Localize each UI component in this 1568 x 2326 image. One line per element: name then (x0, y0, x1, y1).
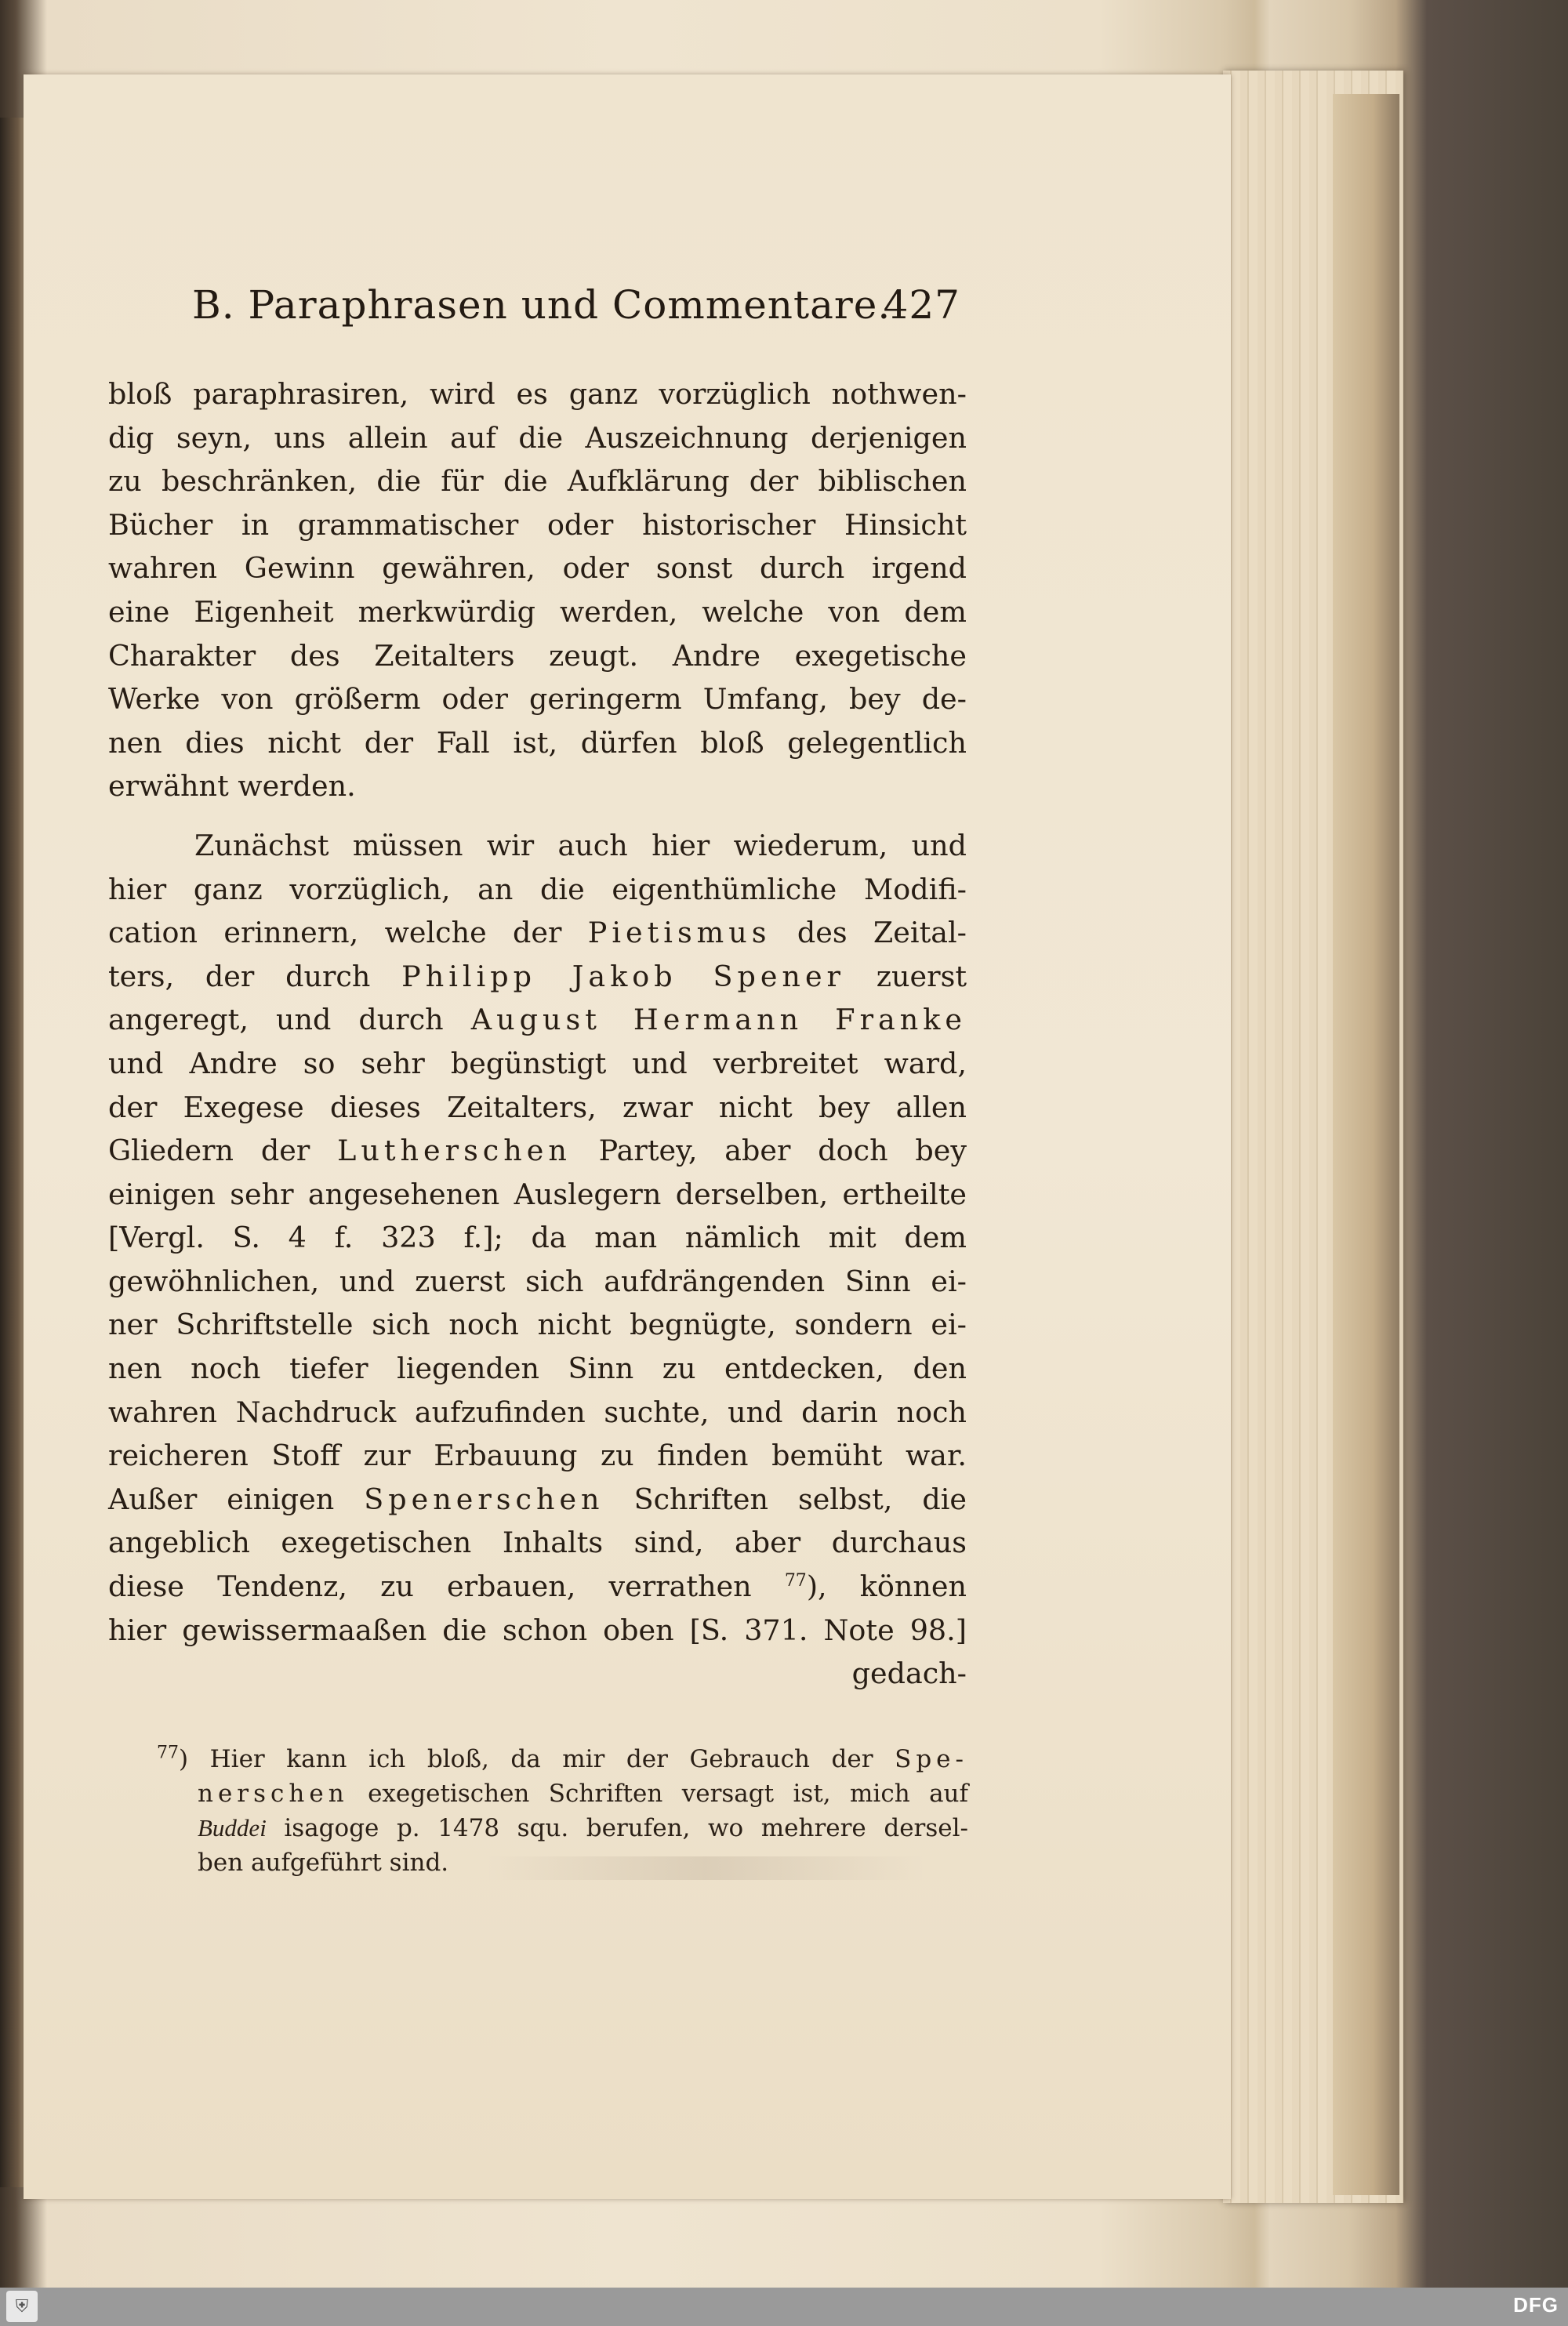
footnote-marker: 77 (157, 1743, 179, 1763)
footnote-line (157, 1742, 968, 1776)
text-line: erwähnt werden. (108, 769, 356, 804)
body-text (108, 372, 967, 1696)
text-line: Werke von größerm oder geringerm Umfang, bey de- (108, 682, 967, 717)
text-line: angeblich exegetischen Inhalts sind, aber durchaus (108, 1526, 967, 1560)
catchword: gedach- (851, 1657, 967, 1691)
text-line: wahren Gewinn gewähren, oder sonst durch irgend (108, 551, 967, 586)
emphasized-term: Pietismus (587, 916, 771, 950)
text-line (108, 1478, 967, 1522)
page-number: 427 (883, 282, 960, 328)
emphasized-name: August Hermann Franke (470, 1003, 967, 1037)
paragraph-gap (108, 808, 967, 824)
text-run: des Zeital- (771, 916, 967, 950)
text-line: dig seyn, uns allein auf die Auszeichnung derjenigen (108, 420, 967, 455)
emphasized-term: Spe- (895, 1745, 968, 1773)
running-header (192, 282, 960, 337)
text-run: diese Tendenz, zu erbauen, verrathen (108, 1569, 785, 1604)
text-line: einigen sehr angesehenen Auslegern derselben, ertheilte (108, 1177, 967, 1211)
text-line: Charakter des Zeitalters zeugt. Andre exegetische (108, 638, 967, 673)
book-fore-edge (1333, 94, 1399, 2195)
text-line: der Exegese dieses Zeitalters, zwar nicht bey allen (108, 1090, 967, 1124)
paragraph-1 (108, 372, 967, 808)
emphasized-term: nerschen (198, 1780, 349, 1808)
text-line: eine Eigenheit merkwürdig werden, welche von dem (108, 594, 967, 629)
text-line (108, 911, 967, 955)
text-line (108, 998, 967, 1042)
emphasized-name: Philipp Jakob Spener (401, 959, 845, 993)
footnote-line (198, 1811, 968, 1845)
text-run: ) Hier kann ich bloß, da mir der Gebrauch der (179, 1745, 895, 1773)
footnote-reference: 77 (784, 1570, 807, 1591)
text-run: Partey, aber doch bey (571, 1134, 967, 1168)
emphasized-term: Lutherschen (337, 1134, 572, 1168)
text-line: [Vergl. S. 4 f. 323 f.]; da man nämlich mit dem (108, 1221, 967, 1255)
text-run: exegetischen Schriften versagt ist, mich auf (348, 1780, 968, 1808)
text-line: Bücher in grammatischer oder historischer Hinsicht (108, 507, 967, 542)
text-line: nen dies nicht der Fall ist, dürfen bloß gelegentlich (108, 725, 967, 760)
footnote-line: ben aufgeführt sind. (198, 1849, 449, 1877)
dfg-logo: DFG (1513, 2293, 1559, 2317)
paragraph-2 (108, 824, 967, 1696)
text-run: isagoge p. 1478 squ. berufen, wo mehrere dersel- (266, 1814, 968, 1842)
running-title: B. Paraphrasen und Commentare. (192, 282, 891, 328)
text-line: gewöhnlichen, und zuerst sich aufdrängenden Sinn ei- (108, 1264, 967, 1298)
text-run: Gliedern der (108, 1134, 338, 1168)
viewer-footer-bar (0, 2288, 1568, 2326)
text-run: angeregt, und durch (108, 1003, 471, 1037)
text-run: ters, der durch (108, 959, 402, 993)
library-seal-icon: ⛨ (6, 2291, 38, 2322)
text-line: zu beschränken, die für die Aufklärung der biblischen (108, 464, 967, 499)
text-line (108, 955, 967, 999)
text-run: zuerst (845, 959, 967, 993)
text-run: Schriften selbst, die (604, 1482, 967, 1516)
text-line: ner Schriftstelle sich noch nicht begnügte, sondern ei- (108, 1308, 967, 1342)
text-line: wahren Nachdruck aufzufinden suchte, und darin noch (108, 1395, 967, 1429)
bleed-through-text (486, 1856, 925, 1880)
text-line: nen noch tiefer liegenden Sinn zu entdecken, den (108, 1352, 967, 1386)
text-line (108, 1129, 967, 1173)
latin-author: Buddei (198, 1814, 267, 1842)
text-line: hier gewissermaaßen die schon oben [S. 371. Note 98.] (108, 1613, 967, 1647)
text-line: hier ganz vorzüglich, an die eigenthümliche Modifi- (108, 872, 967, 906)
text-line: reicheren Stoff zur Erbauung zu finden bemüht war. (108, 1439, 967, 1473)
emphasized-term: Spenerschen (364, 1482, 604, 1516)
text-line: Zunächst müssen wir auch hier wiederum, und (194, 828, 967, 862)
text-run: Außer einigen (108, 1482, 365, 1516)
text-line: und Andre so sehr begünstigt und verbreitet ward, (108, 1046, 967, 1080)
text-run: cation erinnern, welche der (108, 916, 588, 950)
text-run: ), können (806, 1569, 967, 1604)
footnote-line (198, 1776, 968, 1811)
text-line (108, 1565, 967, 1609)
text-line: bloß paraphrasiren, wird es ganz vorzüglich nothwen- (108, 377, 967, 411)
